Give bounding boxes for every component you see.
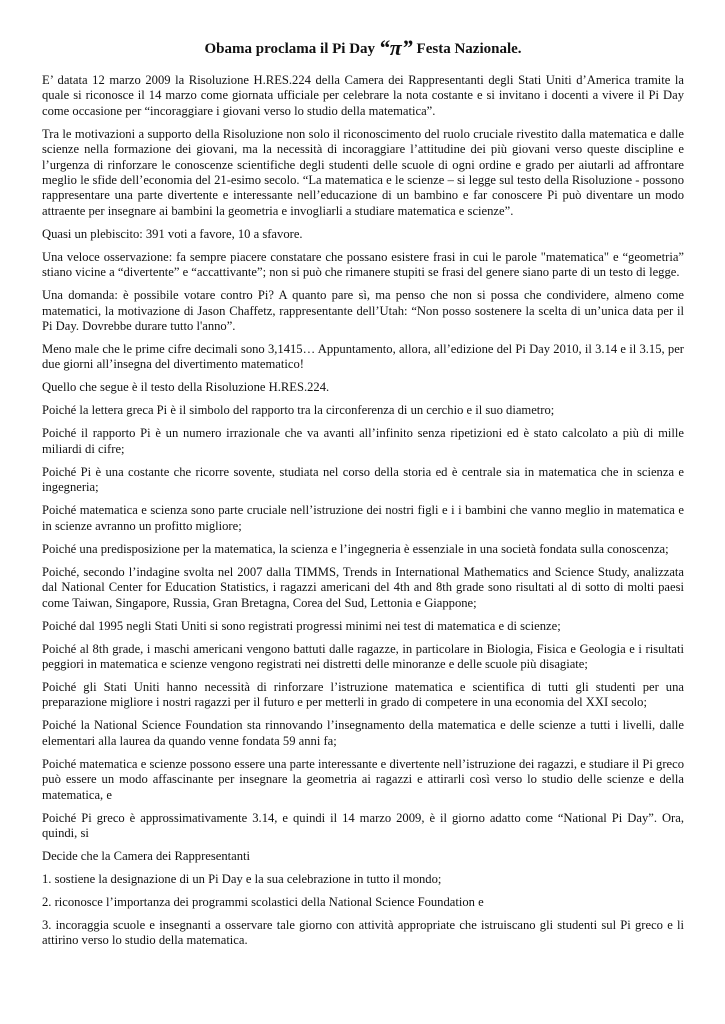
title-text-start: Obama proclama il Pi Day bbox=[204, 41, 379, 57]
paragraph-question: Una domanda: è possibile votare contro Pi? A quanto pare sì, ma penso che non si possa che condividere, almeno come matematici, la motivazione di Jason Chaffetz, rappresentante dell’Utah: “Non posso sostenere la scelta di un’unica data per il Pi Day. Dovrebbe durare tutto l'anno”. bbox=[42, 288, 684, 334]
list-item-3: 3. incoraggia scuole e insegnanti a osservare tale giorno con attività appropriate che istruiscano gli studenti sul Pi greco e li attirino verso lo studio della matematica. bbox=[42, 917, 684, 948]
paragraph-whereas-10: Poiché la National Science Foundation sta rinnovando l’insegnamento della matematica e delle scienze a tutti i livelli, dalle elementari alla laurea da quando venne fondata 59 anni fa; bbox=[42, 718, 684, 748]
paragraph-intro: E’ datata 12 marzo 2009 la Risoluzione H.RES.224 della Camera dei Rappresentanti degli Stati Uniti d’America tramite la quale si riconosce il 14 marzo come giornata ufficiale per celebrare la nota costante e si invitano i docenti a vivere il Pi Day come occasione per “incoraggiare i giovani verso lo studio della matematica”. bbox=[42, 73, 684, 118]
paragraph-whereas-9: Poiché gli Stati Uniti hanno necessità di rinforzare l’istruzione matematica e scientifica di tutti gli studenti per una preparazione migliore i nostri ragazzi per il futuro e per metterli in grado di competere in una economia del XXI secolo; bbox=[42, 679, 684, 710]
paragraph-observation: Una veloce osservazione: fa sempre piacere constatare che possano esistere frasi in cui le parole "matematica" e “geometria” stiano vicine a “divertente” e “accattivante”; non si può che rimanere stupiti se frasi del genere siano parte di un testo di legge. bbox=[42, 249, 684, 280]
paragraph-whereas-1: Poiché la lettera greca Pi è il simbolo del rapporto tra la circonferenza di un cerchio e il suo diametro; bbox=[42, 403, 555, 418]
paragraph-whereas-2: Poiché il rapporto Pi è un numero irrazionale che va avanti all’infinito senza ripetizioni ed è stato calcolato a più di mille miliardi di cifre; bbox=[42, 426, 684, 456]
paragraph-votes: Quasi un plebiscito: 391 voti a favore, 10 a sfavore. bbox=[42, 226, 303, 241]
title-text-end: Festa Nazionale. bbox=[412, 41, 522, 57]
paragraph-whereas-6: Poiché, secondo l’indagine svolta nel 2007 dalla TIMMS, Trends in International Mathematics and Science Study, analizzata dal National Center for Education Statistics, i ragazzi americani del 4th and 8th grade sono risultati al di sotto di molti paesi come Taiwan, Singapore, Russia, Gran Bretagna, Corea del Sud, Lettonia e Giappone; bbox=[42, 564, 684, 610]
paragraph-resolution-intro: Quello che segue è il testo della Risoluzione H.RES.224. bbox=[42, 380, 330, 395]
paragraph-motivations: Tra le motivazioni a supporto della Risoluzione non solo il riconoscimento del ruolo cruciale rivestito dalla matematica e dalle scienze nella formazione dei giovani, ma la necessità di incoraggiare l’attitudine dei più giovani verso queste discipline e l’urgenza di rinforzare le conoscenze scientifiche degli studenti delle scuole di ogni ordine e grado per aiutarli ad affrontare meglio le sfide dell’economia del 21-esimo secolo. “La matematica e le scienze – si legge sul testo della Risoluzione - possono rappresentare una parte divertente e interessante nell’educazione di un bambino e far conoscere Pi può diventare un modo attraente per insegnare ai bambini la geometria e invogliarli a studiare matematica e scienze”. bbox=[42, 126, 684, 218]
paragraph-digits: Meno male che le prime cifre decimali sono 3,1415… Appuntamento, allora, all’edizione del Pi Day 2010, il 3.14 e il 3.15, per due giorni all’insegna del divertimento matematico! bbox=[42, 342, 684, 372]
paragraph-whereas-5: Poiché una predisposizione per la matematica, la scienza e l’ingegneria è essenziale in una società fondata sulla conoscenza; bbox=[42, 541, 669, 556]
list-item-2: 2. riconosce l’importanza dei programmi scolastici della National Science Foundation e bbox=[42, 894, 484, 909]
list-item-1: 1. sostiene la designazione di un Pi Day e la sua celebrazione in tutto il mondo; bbox=[42, 871, 442, 886]
paragraph-whereas-7: Poiché dal 1995 negli Stati Uniti si sono registrati progressi minimi nei test di matematica e di scienze; bbox=[42, 618, 561, 633]
paragraph-whereas-3: Poiché Pi è una costante che ricorre sovente, studiata nel corso della storia ed è centrale sia in matematica che in scienza e ingegneria; bbox=[42, 464, 684, 495]
document-title bbox=[42, 35, 684, 60]
document-page bbox=[42, 35, 684, 949]
paragraph-resolved: Decide che la Camera dei Rappresentanti bbox=[42, 848, 251, 863]
title-close-quote: ” bbox=[401, 35, 413, 60]
paragraph-whereas-12: Poiché Pi greco è approssimativamente 3.14, e quindi il 14 marzo 2009, è il giorno adatto come “National Pi Day”. Ora, quindi, si bbox=[42, 810, 684, 840]
paragraph-whereas-11: Poiché matematica e scienze possono essere una parte interessante e divertente nell’istruzione dei ragazzi, e studiare il Pi greco può essere un modo affascinante per insegnare la geometria ai ragazzi e attirarli così verso lo studio delle scienze e della matematica, e bbox=[42, 756, 684, 802]
paragraph-whereas-4: Poiché matematica e scienza sono parte cruciale nell’istruzione dei nostri figli e i i bambini che vanno meglio in matematica e in scienze avranno un profitto migliore; bbox=[42, 503, 684, 533]
title-open-quote: “ bbox=[378, 35, 390, 60]
title-pi-symbol: π bbox=[389, 35, 402, 60]
paragraph-whereas-8: Poiché al 8th grade, i maschi americani vengono battuti dalle ragazze, in particolare in Biologia, Fisica e Geologia e i risultati peggiori in matematica e scienze vengono registrati nei distretti delle minoranze e delle scuole più disagiate; bbox=[42, 641, 684, 671]
